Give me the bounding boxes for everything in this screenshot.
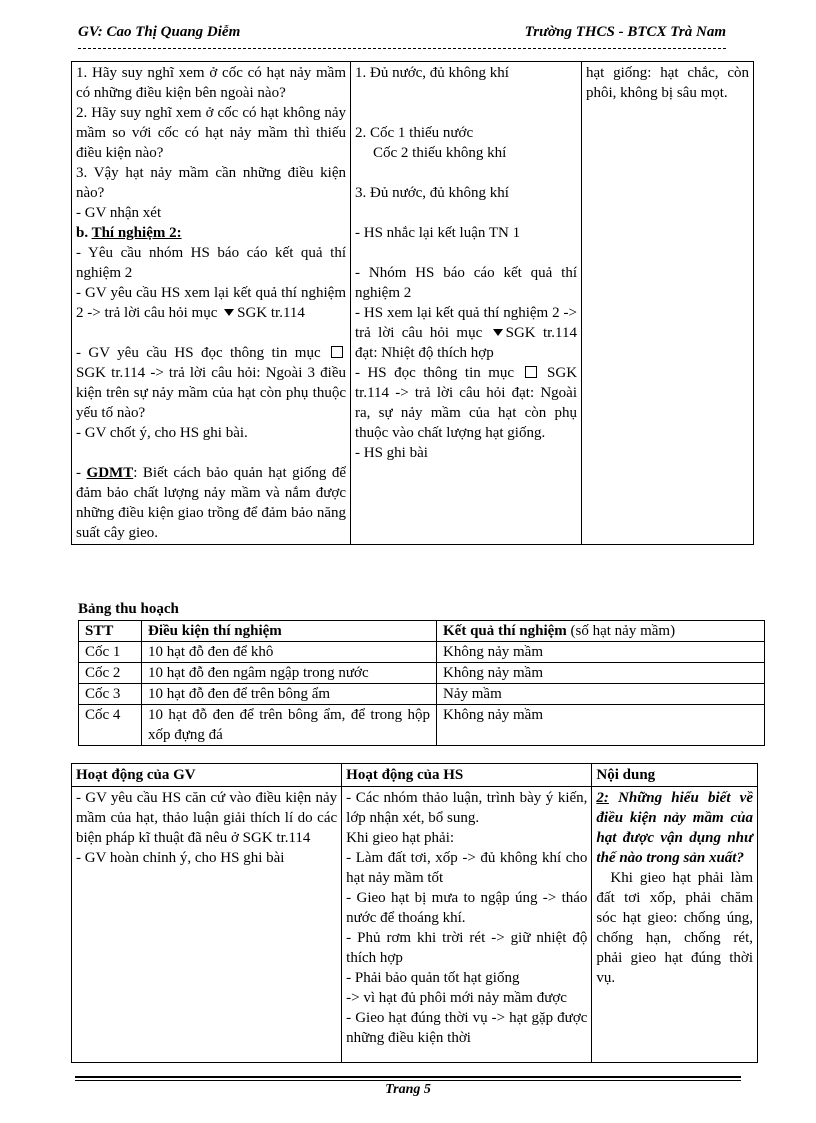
table-row: Cốc 4 10 hạt đỗ đen để trên bông ẩm, để trong hộp xốp đựng đá Không nảy mầm	[79, 705, 765, 746]
experiment-2-heading: b. Thí nghiệm 2:	[76, 225, 182, 241]
section-2-body: Khi gieo hạt phải làm đất tơi xốp, phải chăm sóc hạt gieo: chống úng, chống hạn, chống rét, phải gieo hạt đúng thời vụ.	[596, 870, 753, 986]
school-name: Trường THCS - BTCX Trà Nam	[524, 24, 726, 40]
teacher-conclude: - GV chốt ý, cho HS ghi bài.	[76, 425, 248, 441]
section-2-heading: 2: Những hiểu biết về điều kiện nảy mầm của hạt được vận dụng như thế nào trong sản xuất?	[596, 790, 753, 866]
content-cell	[592, 787, 758, 1063]
activity-table-2	[71, 763, 758, 1063]
answer-2-line-1: 2. Cốc 1 thiếu nước	[355, 125, 474, 141]
col-content: Nội dung	[592, 764, 758, 787]
teacher-activity-cell	[72, 62, 351, 545]
student-activity-cell	[351, 62, 582, 545]
teacher-name: GV: Cao Thị Quang Diễm	[78, 24, 241, 40]
footer-divider	[75, 1076, 741, 1078]
environment-education-note: - GDMT: Biết cách bảo quản hạt giống để đảm bảo chất lượng nảy mầm và nắm được những điều kiện giao trồng để đảm bảo năng suất cây gieo.	[76, 465, 346, 541]
group-report: - Nhóm HS báo cáo kết quả thí nghiệm 2	[355, 265, 577, 301]
student-read-info: - HS đọc thông tin mục SGK tr.114 -> trả lời câu hỏi đạt: Ngoài ra, sự nảy mầm của hạt còn phụ thuộc vào chất lượng hạt giống.	[355, 365, 578, 441]
question-1: 1. Hãy suy nghĩ xem ở cốc có hạt nảy mầm có những điều kiện bên ngoài nào?	[76, 65, 346, 101]
student-note: - HS ghi bài	[355, 445, 428, 461]
request-read-info: - GV yêu cầu HS đọc thông tin mục SGK tr.114 -> trả lời câu hỏi: Ngoài 3 điều kiện trên sự nảy mầm của hạt còn phụ thuộc yếu tố nào?	[76, 345, 346, 421]
answer-1: 1. Đủ nước, đủ không khí	[355, 65, 509, 81]
harvest-table	[78, 620, 765, 746]
table-row: Cốc 3 10 hạt đỗ đen để trên bông ẩm Nảy mầm	[79, 684, 765, 705]
table-header-row	[72, 764, 758, 787]
content-text: hạt giống: hạt chắc, còn phôi, không bị sâu mọt.	[586, 65, 749, 101]
col-condition: Điều kiện thí nghiệm	[142, 621, 437, 642]
col-teacher-activity: Hoạt động của GV	[72, 764, 342, 787]
col-stt: STT	[79, 621, 142, 642]
header-divider	[78, 48, 726, 49]
harvest-table-caption: Bảng thu hoạch	[78, 601, 179, 617]
col-student-activity: Hoạt động của HS	[342, 764, 592, 787]
student-recall: - HS nhắc lại kết luận TN 1	[355, 225, 521, 241]
page-number: Trang 5	[385, 1082, 431, 1097]
activity-table-continued	[71, 61, 754, 545]
table-header-row	[79, 621, 765, 642]
table-row	[72, 62, 754, 545]
table-row: Cốc 1 10 hạt đỗ đen để khô Không nảy mầm	[79, 642, 765, 663]
col-result: Kết quả thí nghiệm (số hạt nảy mầm)	[437, 621, 765, 642]
student-review-results: - HS xem lại kết quả thí nghiệm 2 -> trả lời câu hỏi mục SGK tr.114 đạt: Nhiệt độ thích hợp	[355, 305, 577, 361]
question-3: 3. Vậy hạt nảy mầm cần những điều kiện nào?	[76, 165, 346, 201]
book-square-icon	[331, 346, 343, 358]
answer-3: 3. Đủ nước, đủ không khí	[355, 185, 509, 201]
request-group-report: - Yêu cầu nhóm HS báo cáo kết quả thí nghiệm 2	[76, 245, 346, 281]
table-row: Cốc 2 10 hạt đỗ đen ngâm ngập trong nước Không nảy mầm	[79, 663, 765, 684]
teacher-remark: - GV nhận xét	[76, 205, 162, 221]
footer-divider-thin	[75, 1080, 741, 1081]
book-square-icon	[525, 366, 537, 378]
triangle-down-icon	[224, 309, 234, 316]
content-cell	[582, 62, 754, 545]
question-2: 2. Hãy suy nghĩ xem ở cốc có hạt không nảy mầm so với cốc có hạt nảy mầm thì thiếu điều kiện nào?	[76, 105, 346, 161]
triangle-down-icon	[493, 329, 503, 336]
table-row	[72, 787, 758, 1063]
student-activity-cell: - Các nhóm thảo luận, trình bày ý kiến, lớp nhận xét, bổ sung. Khi gieo hạt phải: - Làm đất tơi, xốp -> đủ không khí cho hạt nảy mầm tốt - Gieo hạt bị mưa to ngập úng -> tháo nước để thoáng khí. - Phủ rơm khi trời rét -> giữ nhiệt độ thích hợp - Phải bảo quản tốt hạt giống -> vì hạt đủ phôi mới nảy mầm được - Gieo hạt đúng thời vụ -> hạt gặp được những điều kiện thời	[342, 787, 592, 1063]
teacher-activity-cell: - GV yêu cầu HS căn cứ vào điều kiện nảy mầm của hạt, thảo luận giải thích lí do các biện pháp kĩ thuật đã nêu ở SGK tr.114 - GV hoàn chỉnh ý, cho HS ghi bài	[72, 787, 342, 1063]
request-review-results: - GV yêu cầu HS xem lại kết quả thí nghiệm 2 -> trả lời câu hỏi mục SGK tr.114	[76, 285, 346, 321]
answer-2-line-2: Cốc 2 thiếu không khí	[373, 145, 507, 161]
